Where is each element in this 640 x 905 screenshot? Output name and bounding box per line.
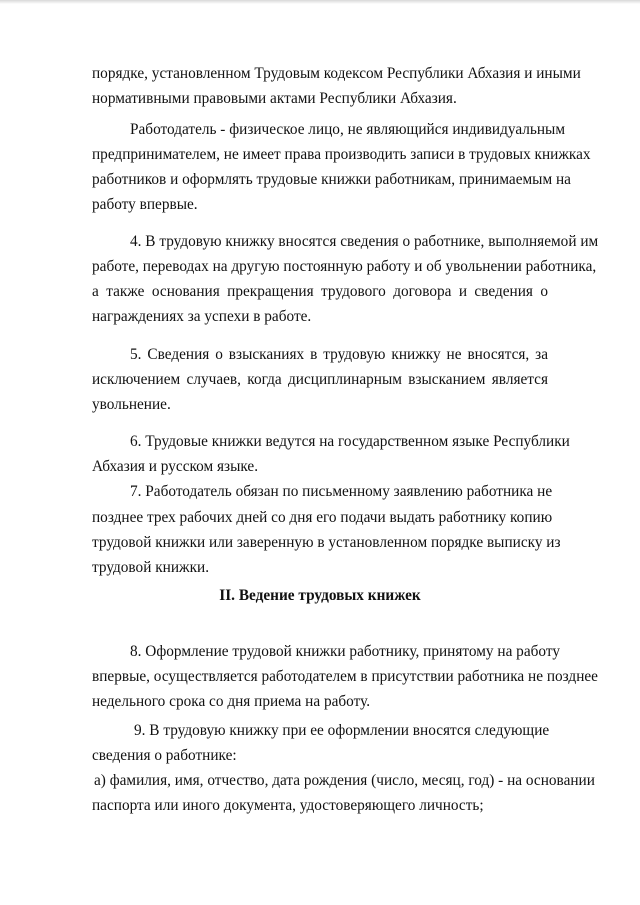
text-line: 8. Оформление трудовой книжки работнику, принятому на работу [130, 643, 560, 660]
section-heading: II. Ведение трудовых книжек [219, 587, 421, 604]
text-line: сведения о работнике: [92, 747, 237, 764]
text-line: 9. В трудовую книжку при ее оформлении вносятся следующие [134, 722, 550, 739]
text-line: порядке, установленном Трудовым кодексом Республики Абхазия и иными [92, 65, 581, 82]
text-line: работников и оформлять трудовые книжки работникам, принимаемым на [92, 171, 571, 188]
text-line: трудовой книжки. [92, 559, 210, 576]
text-line: 7. Работодатель обязан по письменному заявлению работника не [130, 483, 553, 500]
text-line: 5. Сведения о взысканиях в трудовую книжку не вносятся, за [130, 346, 548, 363]
text-line: награждениях за успехи в работе. [92, 308, 312, 325]
text-line: трудовой книжки или заверенную в установленном порядке выписку из [92, 534, 561, 551]
text-line: работе, переводах на другую постоянную работу и об увольнении работника, [92, 258, 597, 275]
text-line: нормативными правовыми актами Республики Абхазия. [92, 90, 457, 107]
text-line: позднее трех рабочих дней со дня его подачи выдать работнику копию [92, 509, 553, 526]
text-line: исключением случаев, когда дисциплинарным взысканием является [92, 371, 548, 388]
text-line: а также основания прекращения трудового договора и сведения о [92, 283, 548, 300]
text-line: паспорта или иного документа, удостоверяющего личность; [92, 797, 484, 814]
scan-top-edge [0, 0, 640, 4]
text-line: Абхазия и русском языке. [92, 458, 259, 475]
text-line: а) фамилия, имя, отчество, дата рождения (число, месяц, год) - на основании [94, 772, 595, 789]
text-line: недельного срока со дня приема на работу. [92, 693, 371, 710]
text-line: 4. В трудовую книжку вносятся сведения о работнике, выполняемой им [130, 233, 599, 250]
text-line: 6. Трудовые книжки ведутся на государственном языке Республики [130, 433, 570, 450]
text-line: предпринимателем, не имеет права производить записи в трудовых книжках [92, 146, 591, 163]
text-line: работу впервые. [92, 196, 198, 213]
text-line: увольнение. [92, 396, 171, 413]
text-line: Работодатель - физическое лицо, не являющийся индивидуальным [130, 121, 566, 138]
text-line: впервые, осуществляется работодателем в присутствии работника не позднее [92, 668, 598, 685]
